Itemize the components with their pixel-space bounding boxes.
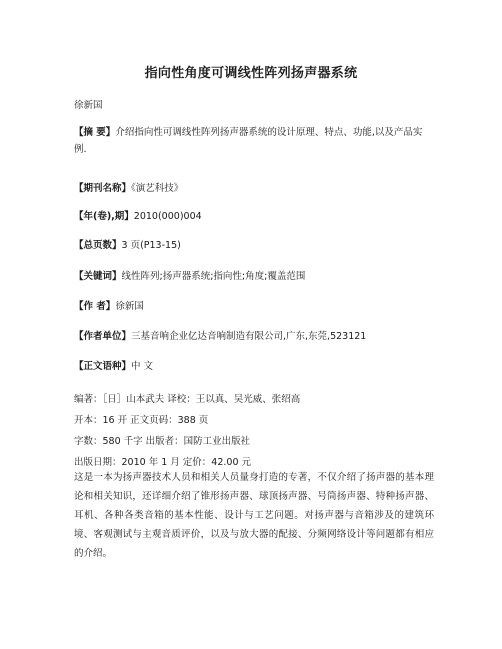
- field-value: 3 页(P13-15): [121, 240, 181, 251]
- field-label: 【期刊名称】: [74, 183, 132, 194]
- field-value: 线性阵列;扬声器系统;指向性;角度;覆盖范围: [121, 271, 306, 282]
- field-value: 徐新国: [115, 301, 144, 312]
- book-info-line: 开本：16 开 正文页码：388 页: [74, 415, 209, 426]
- field-value: 三基音响企业亿达音响制造有限公司,广东,东莞,523121: [131, 331, 367, 342]
- field-value: 2010(000)004: [133, 211, 202, 222]
- field-year-issue: [74, 208, 434, 225]
- field-authors: [74, 298, 434, 315]
- field-pages: [74, 237, 434, 254]
- document-title: 指向性角度可调线性阵列扬声器系统: [144, 66, 358, 81]
- field-label: 【关键词】: [74, 271, 122, 282]
- field-label: 【作 者】: [74, 301, 116, 312]
- field-value: 《演艺科技》: [131, 183, 184, 194]
- book-intro-paragraph: 这是一本为扬声器技术人员和相关人员量身打造的专著，不仅介绍了扬声器的基本理论和相关知识，还详细介绍了锥形扬声器、球顶扬声器、号筒扬声器、特种扬声器、耳机、各种各类音箱的基本性能、设计与工艺问题。对扬声器与音箱涉及的建筑环境、客观测试与主观音质评价，以及与放大器的配接、分频网络设计等问题都有相应的介绍。: [74, 472, 434, 559]
- field-label: 【总页数】: [74, 240, 122, 251]
- field-keywords: [74, 268, 434, 285]
- book-info-line: 出版日期：2010 年 1 月 定价：42.00 元: [74, 457, 252, 468]
- author-name: 徐新国: [74, 100, 103, 111]
- field-language: [74, 358, 434, 375]
- book-info-line: 字数：580 千字 出版者：国防工业出版社: [74, 436, 251, 447]
- field-journal: [74, 180, 434, 197]
- field-label: 【正文语种】: [74, 361, 132, 372]
- field-affiliation: [74, 328, 434, 345]
- field-label: 【年(卷),期】: [74, 211, 134, 222]
- book-info-line: 编著：［日］山本武夫 译校：王以真、吴光威、张绍高: [74, 394, 301, 405]
- field-label: 【作者单位】: [74, 331, 132, 342]
- field-value: 中 文: [131, 361, 154, 372]
- field-label: 【摘 要】: [74, 127, 116, 138]
- field-value: 介绍指向性可调线性阵列扬声器系统的设计原理、特点、功能,以及产品实例.: [74, 127, 423, 155]
- field-abstract: [74, 124, 434, 158]
